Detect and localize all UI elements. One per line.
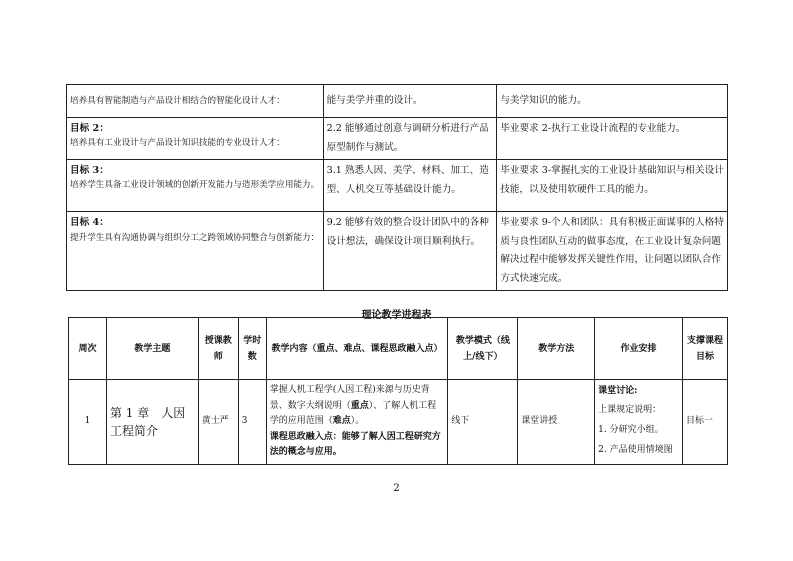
goal-row xyxy=(67,160,728,212)
header-target: 支撑课程目标 xyxy=(682,318,727,380)
goal-desc: 培养具有智能制造与产品设计相结合的智能化设计人才： xyxy=(70,95,285,106)
course-goals-table xyxy=(66,84,728,291)
header-week: 周次 xyxy=(69,318,107,380)
content-text: ）、了解人机工程学的应用范围（ xyxy=(269,400,437,426)
header-teacher: 授课教师 xyxy=(198,318,238,380)
hours-cell: 3 xyxy=(238,380,266,465)
week-cell: 1 xyxy=(69,380,107,465)
goal-title: 目标 4： xyxy=(70,217,109,228)
teaching-progress-table xyxy=(68,317,728,465)
content-cell xyxy=(266,380,448,465)
homework-line: 上课规定说明： xyxy=(598,405,662,415)
topic-cell: 第 1 章 人因工程简介 xyxy=(106,380,198,465)
content-text: 掌握人机工程学(人因工程)来源与历史背景、数字大纲说明（ xyxy=(269,385,430,411)
goal-desc: 培养具有工业设计与产品设计知识技能的专业设计人才： xyxy=(70,138,285,148)
header-topic: 教学主题 xyxy=(106,318,198,380)
goal-title: 目标 2： xyxy=(70,123,109,134)
header-method: 教学方法 xyxy=(518,318,595,380)
method-cell: 课堂讲授 xyxy=(518,380,595,465)
content-text: ）。 xyxy=(350,416,365,426)
requirement-cell: 毕业要求 2-执行工业设计流程的专业能力。 xyxy=(497,118,728,160)
table-caption: 理论教学进程表 xyxy=(361,310,432,321)
key-point: 重点 xyxy=(350,400,369,411)
indicator-cell: 9.2 能够有效的整合设计团队中的各种设计想法，确保设计项目顺利执行。 xyxy=(323,212,497,291)
requirement-cell: 毕业要求 3-掌握扎实的工业设计基础知识与相关设计技能，以及使用软硬件工具的能力。 xyxy=(497,160,728,212)
page-number: 2 xyxy=(393,483,400,494)
goal-row xyxy=(67,118,728,160)
goal-row xyxy=(67,212,728,291)
homework-line: 1. 分研究小组。 xyxy=(598,425,664,435)
header-homework: 作业安排 xyxy=(595,318,683,380)
table-row xyxy=(69,380,728,465)
indicator-cell: 3.1 熟悉人因、美学、材料、加工、造型、人机交互等基础设计能力。 xyxy=(323,160,497,212)
homework-line: 2. 产品使用情境图 xyxy=(598,445,673,455)
header-content: 教学内容（重点、难点、课程思政融入点） xyxy=(266,318,448,380)
difficulty-point: 难点 xyxy=(332,416,351,426)
goal-cell xyxy=(67,118,324,160)
ideology-point: 课程思政融入点：能够了解人因工程研究方法的概念与应用。 xyxy=(269,431,441,457)
teacher-cell: 黄士严 xyxy=(198,380,238,465)
header-mode: 教学模式（线上/线下） xyxy=(448,318,518,380)
goal-cell xyxy=(67,160,324,212)
homework-title: 课堂讨论: xyxy=(598,386,638,396)
goal-desc: 提升学生具有沟通协调与组织分工之跨领域协同整合与创新能力： xyxy=(70,233,320,243)
homework-cell xyxy=(595,380,683,465)
goal-row xyxy=(67,85,728,118)
mode-cell: 线下 xyxy=(448,380,518,465)
goal-title: 目标 3： xyxy=(70,165,109,176)
header-row xyxy=(69,318,728,380)
goal-cell xyxy=(67,212,324,291)
goal-desc: 培养学生具备工业设计领域的创新开发能力与造形美学应用能力。 xyxy=(70,180,320,190)
indicator-cell: 2.2 能够通过创意与调研分析进行产品原型制作与测试。 xyxy=(323,118,497,160)
requirement-cell: 与美学知识的能力。 xyxy=(497,85,728,118)
target-cell: 目标一 xyxy=(682,380,727,465)
indicator-cell: 能与美学并重的设计。 xyxy=(323,85,497,118)
goal-cell xyxy=(67,85,324,118)
requirement-cell: 毕业要求 9-个人和团队：具有积极正面谋事的人格特质与良性团队互动的做事态度，在工业设计复杂问题解决过程中能够发挥关键性作用，让问题以团队合作方式快速完成。 xyxy=(497,212,728,291)
header-hours: 学时数 xyxy=(238,318,266,380)
